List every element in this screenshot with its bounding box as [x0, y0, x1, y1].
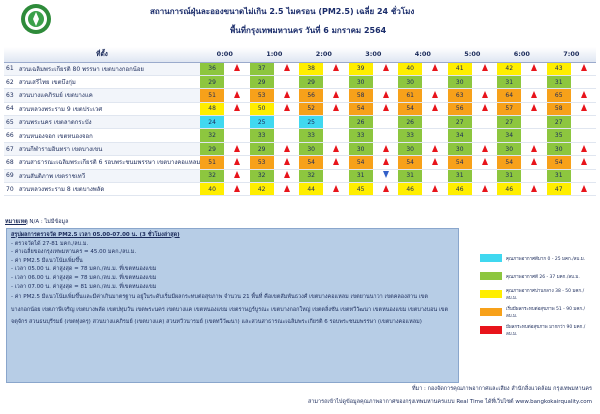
legend-item: [480, 322, 595, 338]
trend-cell: [522, 183, 547, 196]
pm25-value-cell: 61: [398, 89, 423, 102]
red-triangle-up-icon: [432, 64, 438, 71]
trend-cell: [274, 116, 299, 129]
trend-cell: [571, 116, 596, 129]
trend-cell: [373, 169, 398, 182]
station-name: สวนเสรีไทย เขตบึงกุ่ม: [17, 75, 200, 88]
pm25-value-cell: 38: [299, 62, 324, 75]
row-number: 69: [4, 169, 17, 182]
trend-cell: [373, 116, 398, 129]
station-name: สวนพระนคร เขตลาดกระบัง: [17, 116, 200, 129]
trend-cell: [274, 102, 299, 115]
pm25-value-cell: 32: [250, 169, 275, 182]
pm25-value-cell: 40: [398, 62, 423, 75]
table-row: [4, 75, 596, 88]
trend-cell: [423, 129, 448, 142]
red-triangle-up-icon: [234, 104, 240, 111]
pm25-value-cell: 30: [398, 75, 423, 88]
red-triangle-up-icon: [383, 185, 389, 192]
trend-cell: [522, 102, 547, 115]
hour-header: 0:00: [200, 47, 250, 62]
pm25-value-cell: 25: [250, 116, 275, 129]
station-name: สวนหนองจอก เขตหนองจอก: [17, 129, 200, 142]
pm25-value-cell: 56: [448, 102, 473, 115]
table-row: [4, 156, 596, 169]
trend-cell: [522, 116, 547, 129]
pm25-value-cell: 35: [547, 129, 572, 142]
pm25-value-cell: 44: [299, 183, 324, 196]
row-number: 67: [4, 142, 17, 155]
legend: [480, 250, 595, 340]
pm25-value-cell: 29: [200, 75, 225, 88]
trend-cell: [274, 89, 299, 102]
trend-cell: [571, 169, 596, 182]
red-triangle-up-icon: [531, 64, 537, 71]
trend-cell: [571, 102, 596, 115]
legend-swatch: [480, 272, 502, 280]
summary-line: - ค่า PM2.5 มีแนวโน้มเพิ่มขึ้น: [11, 257, 83, 264]
trend-cell: [225, 62, 250, 75]
trend-cell: [324, 89, 349, 102]
pm25-value-cell: 48: [200, 102, 225, 115]
trend-cell: [522, 62, 547, 75]
pm25-value-cell: 30: [349, 142, 374, 155]
summary-line: - เวลา 06.00 น. ค่าสูงสุด = 78 มคก./ลบ.ม. ที่เขตหนองแขม: [11, 274, 157, 281]
trend-cell: [324, 142, 349, 155]
row-number: 63: [4, 89, 17, 102]
station-name: สวนสาธารณะเฉลิมพระเกียรติ 6 รอบพระชนมพรรษา เขตบางคอแหลม: [17, 156, 200, 169]
pm25-table: [4, 47, 596, 196]
pm25-value-cell: 36: [200, 62, 225, 75]
red-triangle-up-icon: [581, 64, 587, 71]
legend-label: เริ่มมีผลกระทบต่อสุขภาพ 51 - 90 มคก./ลบ.ม.: [506, 307, 586, 319]
pm25-value-cell: 56: [299, 89, 324, 102]
trend-cell: [522, 89, 547, 102]
pm25-value-cell: 30: [349, 75, 374, 88]
trend-cell: [225, 89, 250, 102]
trend-cell: [423, 102, 448, 115]
pm25-value-cell: 27: [547, 116, 572, 129]
red-triangle-up-icon: [581, 104, 587, 111]
pm25-value-cell: 29: [250, 142, 275, 155]
pm25-value-cell: 26: [398, 116, 423, 129]
red-triangle-up-icon: [531, 185, 537, 192]
blue-triangle-down-icon: [383, 171, 389, 178]
pm25-value-cell: 33: [349, 129, 374, 142]
summary-line: - ตรวจวัดได้ 27-81 มคก./ลบ.ม.: [11, 240, 89, 247]
pm25-value-cell: 25: [299, 116, 324, 129]
trend-cell: [274, 183, 299, 196]
trend-cell: [225, 183, 250, 196]
red-triangle-up-icon: [284, 171, 290, 178]
red-triangle-up-icon: [432, 91, 438, 98]
red-triangle-up-icon: [581, 158, 587, 165]
legend-item: [480, 286, 595, 302]
red-triangle-up-icon: [284, 158, 290, 165]
red-triangle-up-icon: [482, 64, 488, 71]
trend-cell: [324, 75, 349, 88]
row-number: 61: [4, 62, 17, 75]
trend-cell: [423, 183, 448, 196]
pm25-value-cell: 34: [497, 129, 522, 142]
red-triangle-up-icon: [284, 91, 290, 98]
pm25-value-cell: 26: [349, 116, 374, 129]
red-triangle-up-icon: [333, 185, 339, 192]
pm25-value-cell: 63: [448, 89, 473, 102]
bma-seal-icon: [20, 3, 52, 35]
note-text: N/A : ไม่มีข้อมูล: [29, 219, 69, 225]
pm25-value-cell: 54: [299, 156, 324, 169]
note: [5, 218, 69, 226]
trend-cell: [571, 183, 596, 196]
table-body: [4, 62, 596, 196]
pm25-value-cell: 58: [547, 102, 572, 115]
trend-cell: [373, 89, 398, 102]
pm25-value-cell: 29: [250, 75, 275, 88]
trend-cell: [274, 169, 299, 182]
trend-cell: [324, 169, 349, 182]
pm25-value-cell: 24: [200, 116, 225, 129]
trend-cell: [423, 75, 448, 88]
hour-header: 1:00: [250, 47, 300, 62]
hour-header: 6:00: [497, 47, 547, 62]
pm25-value-cell: 30: [299, 142, 324, 155]
trend-cell: [324, 62, 349, 75]
pm25-value-cell: 50: [250, 102, 275, 115]
pm25-value-cell: 54: [349, 156, 374, 169]
trend-cell: [423, 156, 448, 169]
location-header: ที่ตั้ง: [4, 47, 200, 62]
trend-cell: [472, 183, 497, 196]
trend-cell: [373, 62, 398, 75]
red-triangle-up-icon: [234, 64, 240, 71]
trend-cell: [274, 129, 299, 142]
row-number: 65: [4, 116, 17, 129]
red-triangle-up-icon: [432, 185, 438, 192]
website-note: สามารถเข้าไปดูข้อมูลคุณภาพอากาศของกรุงเทพมหานครแบบ Real Time ได้ที่เว็บไซต์ www.bangkokairquality.com: [307, 399, 592, 405]
red-triangle-up-icon: [581, 145, 587, 152]
pm25-value-cell: 46: [497, 183, 522, 196]
red-triangle-up-icon: [234, 171, 240, 178]
red-triangle-up-icon: [482, 158, 488, 165]
row-number: 62: [4, 75, 17, 88]
trend-cell: [472, 62, 497, 75]
station-name: สวนหลวงพระราม 9 เขตประเวศ: [17, 102, 200, 115]
red-triangle-up-icon: [234, 185, 240, 192]
trend-cell: [373, 142, 398, 155]
table-row: [4, 102, 596, 115]
trend-cell: [571, 75, 596, 88]
red-triangle-up-icon: [531, 91, 537, 98]
red-triangle-up-icon: [234, 158, 240, 165]
pm25-value-cell: 46: [448, 183, 473, 196]
station-name: สวนหลวงพระราม 8 เขตบางพลัด: [17, 183, 200, 196]
source-note: ที่มา : กองจัดการคุณภาพอากาศและเสียง สำนักสิ่งแวดล้อม กรุงเทพมหานคร: [411, 386, 592, 392]
pm25-value-cell: 31: [547, 169, 572, 182]
note-label: หมายเหตุ: [5, 219, 28, 225]
legend-swatch: [480, 254, 502, 262]
pm25-value-cell: 33: [250, 129, 275, 142]
pm25-value-cell: 31: [448, 169, 473, 182]
hour-header: 7:00: [547, 47, 597, 62]
legend-label: คุณภาพอากาศปานกลาง 38 - 50 มคก./ลบ.ม.: [506, 289, 585, 301]
pm25-value-cell: 42: [497, 62, 522, 75]
pm25-value-cell: 32: [299, 169, 324, 182]
red-triangle-up-icon: [432, 104, 438, 111]
pm25-value-cell: 57: [497, 102, 522, 115]
pm25-value-cell: 51: [200, 156, 225, 169]
table-row: [4, 183, 596, 196]
pm25-value-cell: 29: [299, 75, 324, 88]
red-triangle-up-icon: [581, 185, 587, 192]
red-triangle-up-icon: [383, 158, 389, 165]
red-triangle-up-icon: [531, 104, 537, 111]
trend-cell: [225, 116, 250, 129]
trend-cell: [472, 156, 497, 169]
trend-cell: [373, 102, 398, 115]
trend-cell: [522, 156, 547, 169]
trend-cell: [373, 156, 398, 169]
pm25-value-cell: 33: [398, 129, 423, 142]
trend-cell: [472, 102, 497, 115]
red-triangle-up-icon: [284, 185, 290, 192]
red-triangle-up-icon: [531, 158, 537, 165]
trend-cell: [571, 129, 596, 142]
red-triangle-up-icon: [333, 158, 339, 165]
red-triangle-up-icon: [482, 185, 488, 192]
red-triangle-up-icon: [284, 104, 290, 111]
table-row: [4, 62, 596, 75]
pm25-value-cell: 47: [547, 183, 572, 196]
pm25-value-cell: 32: [200, 129, 225, 142]
red-triangle-up-icon: [531, 145, 537, 152]
pm25-value-cell: 30: [448, 75, 473, 88]
table-row: [4, 129, 596, 142]
pm25-value-cell: 34: [448, 129, 473, 142]
pm25-value-cell: 42: [250, 183, 275, 196]
trend-cell: [324, 129, 349, 142]
table-row: [4, 169, 596, 182]
legend-label: คุณภาพอากาศดี 26 - 37 มคก./ลบ.ม.: [506, 274, 580, 280]
trend-cell: [324, 102, 349, 115]
trend-cell: [472, 89, 497, 102]
legend-label: คุณภาพอากาศดีมาก 0 - 25 มคก./ลบ.ม.: [506, 256, 586, 262]
pm25-value-cell: 65: [547, 89, 572, 102]
pm25-value-cell: 54: [349, 102, 374, 115]
red-triangle-up-icon: [432, 145, 438, 152]
pm25-value-cell: 30: [497, 142, 522, 155]
red-triangle-up-icon: [383, 104, 389, 111]
legend-label: มีผลกระทบต่อสุขภาพ มากกว่า 90 มคก./ลบ.ม.: [506, 325, 586, 337]
red-triangle-up-icon: [383, 145, 389, 152]
summary-line: - เวลา 07.00 น. ค่าสูงสุด = 81 มคก./ลบ.ม. ที่เขตหนองแขม: [11, 283, 157, 290]
red-triangle-up-icon: [482, 145, 488, 152]
trend-cell: [225, 75, 250, 88]
pm25-value-cell: 31: [398, 169, 423, 182]
trend-cell: [373, 75, 398, 88]
trend-cell: [423, 142, 448, 155]
trend-cell: [571, 156, 596, 169]
pm25-value-cell: 58: [349, 89, 374, 102]
row-number: 66: [4, 129, 17, 142]
summary-line: - ค่าเฉลี่ยของกรุงเทพมหานคร = 45.00 มคก./ลบ.ม.: [11, 249, 137, 256]
trend-cell: [472, 75, 497, 88]
red-triangle-up-icon: [284, 145, 290, 152]
legend-swatch: [480, 290, 502, 298]
red-triangle-up-icon: [383, 91, 389, 98]
trend-cell: [423, 116, 448, 129]
pm25-value-cell: 32: [200, 169, 225, 182]
pm25-value-cell: 30: [448, 142, 473, 155]
red-triangle-up-icon: [234, 145, 240, 152]
red-triangle-up-icon: [482, 104, 488, 111]
pm25-value-cell: 31: [349, 169, 374, 182]
red-triangle-up-icon: [333, 104, 339, 111]
trend-cell: [522, 142, 547, 155]
trend-cell: [225, 142, 250, 155]
red-triangle-up-icon: [581, 91, 587, 98]
trend-cell: [423, 62, 448, 75]
page-title: สถานการณ์ฝุ่นละอองขนาดไม่เกิน 2.5 ไมครอน (PM2.5) เฉลี่ย 24 ชั่วโมง: [150, 7, 415, 16]
table-row: [4, 116, 596, 129]
table-header-row: [4, 47, 596, 62]
pm25-value-cell: 41: [448, 62, 473, 75]
red-triangle-up-icon: [432, 158, 438, 165]
trend-cell: [324, 116, 349, 129]
pm25-value-cell: 54: [547, 156, 572, 169]
row-number: 64: [4, 102, 17, 115]
station-name: สวนเฉลิมพระเกียรติ 80 พรรษา เขตบางกอกน้อย: [17, 62, 200, 75]
pm25-value-cell: 43: [547, 62, 572, 75]
pm25-value-cell: 45: [349, 183, 374, 196]
trend-cell: [373, 129, 398, 142]
pm25-value-cell: 40: [200, 183, 225, 196]
trend-cell: [324, 183, 349, 196]
red-triangle-up-icon: [333, 145, 339, 152]
pm25-value-cell: 64: [497, 89, 522, 102]
pm25-value-cell: 37: [250, 62, 275, 75]
trend-cell: [472, 142, 497, 155]
trend-cell: [274, 75, 299, 88]
trend-cell: [274, 62, 299, 75]
trend-cell: [522, 129, 547, 142]
pm25-value-cell: 39: [349, 62, 374, 75]
trend-cell: [472, 116, 497, 129]
trend-cell: [571, 62, 596, 75]
pm25-value-cell: 51: [200, 89, 225, 102]
pm25-value-cell: 54: [398, 156, 423, 169]
pm25-value-cell: 53: [250, 156, 275, 169]
trend-cell: [324, 156, 349, 169]
trend-cell: [571, 142, 596, 155]
row-number: 68: [4, 156, 17, 169]
pm25-value-cell: 27: [497, 116, 522, 129]
pm25-value-cell: 31: [547, 75, 572, 88]
pm25-value-cell: 46: [398, 183, 423, 196]
station-name: สวนกีฬารามอินทรา เขตบางเขน: [17, 142, 200, 155]
pm25-value-cell: 31: [497, 75, 522, 88]
summary-line: - เวลา 05.00 น. ค่าสูงสุด = 78 มคก./ลบ.ม. ที่เขตหนองแขม: [11, 266, 157, 273]
trend-cell: [522, 169, 547, 182]
trend-cell: [225, 169, 250, 182]
hour-header: 2:00: [299, 47, 349, 62]
summary-paragraph: - ค่า PM2.5 มีแนวโน้มเพิ่มขึ้นและมีค่าเกินมาตรฐาน อยู่ในระดับเริ่มมีผลกระทบต่อสุขภาพ จำนวน 21 พื้นที่ คือเขตสัมพันธวงศ์ เขตบางคอแหลม เขตยานนาวา เขตคลองสาน เขตบางกอกน้อย เขตภาษีเจริญ เขตบางพลัด เขตปทุมวัน เขตพระนคร เขตบางแค เขตหนองแขม เขตราษฎร์บูรณะ เขตบางกอกใหญ่ เขตตลิ่งชัน เขตทวีวัฒนา เขตหนองแขม เขตบางบอน เขตจตุจักร สวนธนบุรีรมย์ (เขตทุ่งครุ) สวนบางแคภิรมย์ (เขตบางแค) สวนทวีวนารมย์ (เขตทวีวัฒนา) และสวนสาธารณะเฉลิมพระเกียรติ 6 รอบพระชนมพรรษา (เขตบางคอแหลม): [11, 294, 449, 326]
station-name: สวนสันติภาพ เขตราชเทวี: [17, 169, 200, 182]
red-triangle-up-icon: [333, 64, 339, 71]
trend-cell: [423, 89, 448, 102]
trend-cell: [472, 129, 497, 142]
page-subtitle: พื้นที่กรุงเทพมหานคร วันที่ 6 มกราคม 2564: [230, 26, 387, 35]
trend-cell: [373, 183, 398, 196]
pm25-value-cell: 33: [299, 129, 324, 142]
table-row: [4, 89, 596, 102]
pm25-value-cell: 29: [200, 142, 225, 155]
pm25-value-cell: 27: [448, 116, 473, 129]
pm25-value-cell: 30: [547, 142, 572, 155]
red-triangle-up-icon: [234, 91, 240, 98]
legend-item: [480, 268, 595, 284]
red-triangle-up-icon: [284, 64, 290, 71]
station-name: สวนบางแคภิรมย์ เขตบางแค: [17, 89, 200, 102]
summary-box: [6, 228, 459, 383]
hour-header: 5:00: [448, 47, 498, 62]
summary-heading: สรุปผลการตรวจวัด PM2.5 เวลา 05.00-07.00 น. (3 ชั่วโมงล่าสุด): [11, 232, 180, 238]
hour-header: 4:00: [398, 47, 448, 62]
pm25-value-cell: 54: [497, 156, 522, 169]
pm25-value-cell: 30: [398, 142, 423, 155]
trend-cell: [423, 169, 448, 182]
pm25-value-cell: 31: [497, 169, 522, 182]
legend-item: [480, 304, 595, 320]
pm25-value-cell: 53: [250, 89, 275, 102]
trend-cell: [472, 169, 497, 182]
table-row: [4, 142, 596, 155]
trend-cell: [274, 156, 299, 169]
trend-cell: [522, 75, 547, 88]
pm25-value-cell: 54: [398, 102, 423, 115]
trend-cell: [225, 129, 250, 142]
row-number: 70: [4, 183, 17, 196]
trend-cell: [225, 102, 250, 115]
trend-cell: [571, 89, 596, 102]
red-triangle-up-icon: [333, 91, 339, 98]
legend-swatch: [480, 308, 502, 316]
pm25-value-cell: 52: [299, 102, 324, 115]
red-triangle-up-icon: [383, 64, 389, 71]
red-triangle-up-icon: [482, 91, 488, 98]
legend-item: [480, 250, 595, 266]
hour-header: 3:00: [349, 47, 399, 62]
pm25-value-cell: 54: [448, 156, 473, 169]
legend-swatch: [480, 326, 502, 334]
trend-cell: [225, 156, 250, 169]
trend-cell: [274, 142, 299, 155]
